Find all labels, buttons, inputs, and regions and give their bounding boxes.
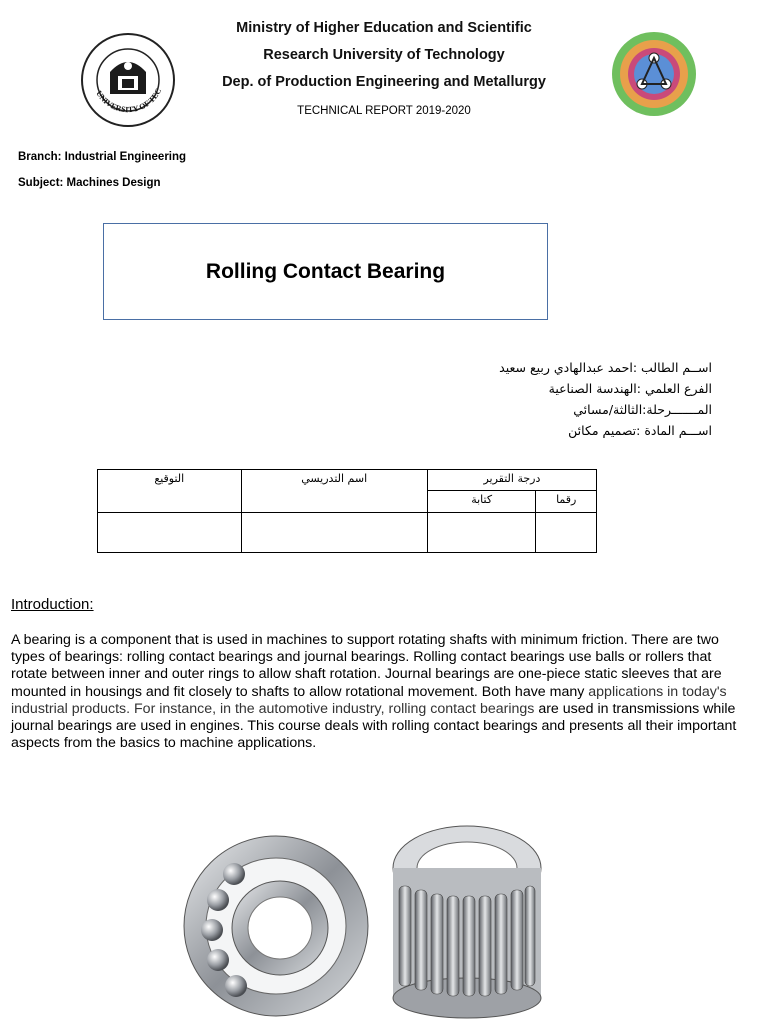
report-title: Rolling Contact Bearing: [205, 259, 446, 283]
branch-label: Branch: Industrial Engineering: [18, 151, 187, 163]
roller-bearing-image: [385, 816, 548, 1020]
university-heading: Research University of Technology: [263, 47, 505, 63]
grade-table: [97, 469, 597, 553]
intro-text-2: applications in today's industrial products. For instance, in the automotive industry, rolling contact bearings: [11, 683, 727, 717]
subject-label: Subject: Machines Design: [18, 177, 161, 189]
grade-header: درجة التقرير: [427, 470, 596, 491]
instructor-header: اسم التدريسي: [241, 470, 427, 513]
department-heading: Dep. of Production Engineering and Metallurgy: [222, 74, 546, 90]
instructor-cell: [241, 512, 427, 553]
intro-text-1: A bearing is a component that is used in machines to support rotating shafts with minimum friction. There are two types of bearings: rolling contact bearings and journal bearings. Rolling contact bearings use balls or rollers that rotate between inner and outer rings to allow shaft rotation. Journal bearings are one-piece static sleeves that are mounted in housings and fit closely to shafts to allow rotational movement. Both have many: [11, 632, 722, 700]
student-name: اســم الطالب :احمد عبدالهادي ربيع سعيد: [499, 360, 712, 375]
student-branch: الفرع العلمي :الهندسة الصناعية: [548, 381, 712, 396]
university-logo-text: UNIVERSITY OF TEC: [94, 86, 164, 115]
introduction-paragraph: [11, 632, 751, 752]
title-box: [103, 223, 548, 320]
report-year: TECHNICAL REPORT 2019-2020: [297, 105, 471, 117]
ministry-heading: Ministry of Higher Education and Scientific: [236, 20, 532, 36]
grade-numbers-cell: [536, 512, 597, 553]
student-stage: المـــــــرحلة:الثالثة/مسائي: [573, 402, 712, 417]
signature-cell: [98, 512, 242, 553]
signature-header: التوقيع: [98, 470, 242, 513]
grade-in-words-header: كتابة: [427, 491, 536, 512]
introduction-heading: Introduction:: [11, 596, 94, 613]
grade-in-numbers-header: رقما: [536, 491, 597, 512]
ball-bearing-image: [176, 818, 371, 1018]
grade-words-cell: [427, 512, 536, 553]
intro-text-3: are used in transmissions while journal bearings are used in engines. This course deals with rolling contact bearings and presents all their important aspects from the basics to machine applications.: [11, 700, 737, 752]
student-subject: اســـم المادة :تصميم مكائن: [568, 423, 712, 438]
